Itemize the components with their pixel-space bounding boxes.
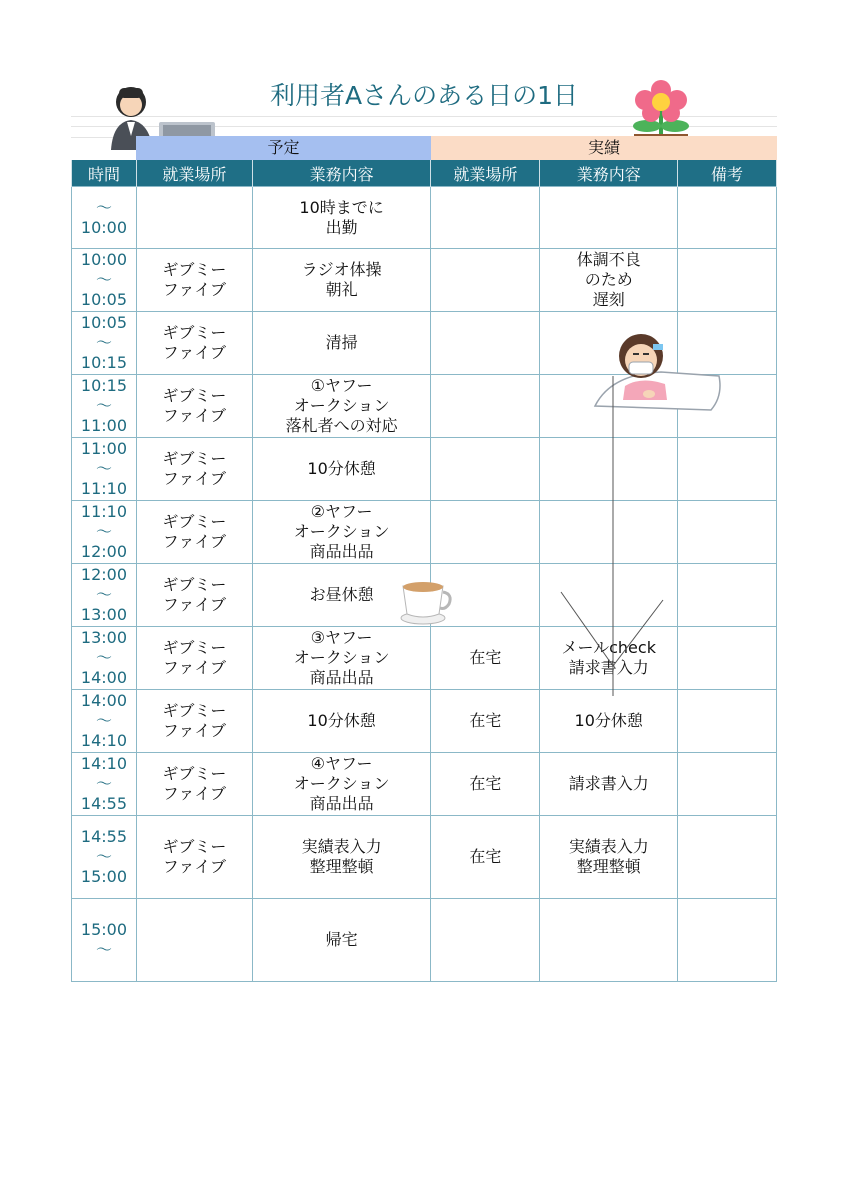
result-place-cell — [431, 438, 540, 501]
remarks-cell — [678, 690, 777, 753]
plan-task-text: 清掃 — [325, 333, 358, 352]
coffee-cup-icon — [399, 574, 453, 628]
callout-lines — [541, 376, 671, 706]
time-cell — [72, 501, 137, 564]
result-task-cell — [540, 753, 678, 816]
time-cell — [72, 627, 137, 690]
plan-task-text: オークション — [293, 648, 390, 667]
plan-place-cell — [136, 501, 252, 564]
plan-place-cell — [136, 312, 252, 375]
plan-place-text: ファイブ — [162, 784, 226, 803]
plan-task-text: 10分休憩 — [307, 459, 376, 478]
result-place-cell — [431, 187, 540, 249]
time-end: 10:00 — [80, 217, 128, 237]
result-task-text: 請求書入力 — [568, 658, 649, 677]
time-end: 14:10 — [80, 731, 128, 750]
result-place-cell — [431, 753, 540, 816]
result-task-text: 請求書入力 — [568, 774, 649, 793]
time-cell — [72, 899, 137, 982]
plan-place-cell — [136, 375, 252, 438]
time-end: 10:05 — [80, 290, 128, 309]
time-start: 10:05 — [80, 313, 128, 332]
plan-place-cell — [136, 564, 252, 627]
plan-place-cell — [136, 816, 252, 899]
result-task-text: 体調不良 — [576, 250, 641, 269]
time-start: 11:00 — [80, 439, 128, 458]
plan-task-text: オークション — [293, 522, 390, 541]
plan-task-text: ②ヤフー — [310, 502, 373, 521]
result-place-text: 在宅 — [469, 711, 502, 730]
plan-place-text: ファイブ — [162, 343, 226, 362]
table-row — [72, 187, 777, 249]
col-plan-place: 就業場所 — [136, 160, 252, 187]
plan-task-cell — [252, 690, 431, 753]
table-row — [72, 816, 777, 899]
plan-place-cell — [136, 249, 252, 312]
plan-task-text: オークション — [293, 396, 390, 415]
table-row — [72, 249, 777, 312]
time-tilde: ～ — [95, 940, 112, 959]
plan-group-header: 予定 — [136, 136, 431, 160]
col-result-place: 就業場所 — [431, 160, 540, 187]
plan-place-text: ギブミー — [162, 638, 227, 657]
time-start: 10:15 — [80, 376, 128, 395]
plan-place-text: ギブミー — [162, 260, 227, 279]
plan-place-text: ファイブ — [162, 280, 226, 299]
time-end: 13:00 — [80, 605, 128, 624]
schedule-table — [71, 160, 777, 982]
plan-place-text: ギブミー — [162, 386, 227, 405]
time-start: 12:00 — [80, 565, 128, 584]
plan-place-text: ファイブ — [162, 406, 226, 425]
result-task-cell — [540, 816, 678, 899]
time-tilde: ～ — [95, 197, 112, 217]
time-cell — [72, 312, 137, 375]
plan-task-text: 商品出品 — [309, 794, 374, 813]
plan-task-text: 10分休憩 — [307, 711, 376, 730]
result-place-text: 在宅 — [469, 774, 502, 793]
plan-place-text: ギブミー — [162, 449, 227, 468]
time-tilde: ～ — [95, 648, 112, 667]
time-end: 14:00 — [80, 668, 128, 687]
plan-task-text: ラジオ体操 — [301, 260, 382, 279]
time-tilde: ～ — [95, 270, 112, 289]
plan-task-text: 商品出品 — [309, 542, 374, 561]
plan-task-text: ③ヤフー — [310, 628, 373, 647]
plan-task-cell — [252, 627, 431, 690]
time-end: 15:00 — [80, 867, 128, 886]
plan-place-cell — [136, 187, 252, 249]
remarks-cell — [678, 249, 777, 312]
plan-task-text: 整理整頓 — [309, 857, 374, 876]
result-task-text: 実績表入力 — [568, 837, 649, 856]
remarks-cell — [678, 501, 777, 564]
plan-place-text: ファイブ — [162, 658, 226, 677]
time-start: 15:00 — [80, 920, 128, 939]
result-task-text: 整理整頓 — [576, 857, 641, 876]
remarks-cell — [678, 438, 777, 501]
plan-place-cell — [136, 753, 252, 816]
time-cell — [72, 375, 137, 438]
plan-task-text: 実績表入力 — [301, 837, 382, 856]
plan-task-cell — [252, 438, 431, 501]
remarks-cell — [678, 753, 777, 816]
time-tilde: ～ — [95, 711, 112, 730]
time-cell — [72, 438, 137, 501]
remarks-cell — [678, 899, 777, 982]
result-task-cell — [540, 899, 678, 982]
remarks-cell — [678, 816, 777, 899]
plan-task-cell — [252, 899, 431, 982]
result-place-cell — [431, 501, 540, 564]
plan-task-text: 落札者への対応 — [285, 416, 398, 435]
time-cell — [72, 816, 137, 899]
plan-task-cell — [252, 375, 431, 438]
result-place-cell — [431, 627, 540, 690]
result-group-header: 実績 — [431, 136, 777, 160]
remarks-cell — [678, 564, 777, 627]
plan-place-cell — [136, 690, 252, 753]
time-end: 14:55 — [80, 794, 128, 813]
plan-place-cell — [136, 627, 252, 690]
remarks-cell — [678, 187, 777, 249]
plan-place-text: ファイブ — [162, 595, 226, 614]
time-tilde: ～ — [95, 522, 112, 541]
result-task-cell — [540, 249, 678, 312]
time-cell — [72, 187, 137, 249]
plan-task-text: 商品出品 — [309, 668, 374, 687]
result-place-cell — [431, 249, 540, 312]
plan-place-text: ファイブ — [162, 532, 226, 551]
time-start: 10:00 — [80, 250, 128, 269]
plan-place-cell — [136, 438, 252, 501]
time-tilde: ～ — [95, 333, 112, 352]
plan-task-cell — [252, 249, 431, 312]
time-cell — [72, 690, 137, 753]
result-task-text: 遅刻 — [592, 290, 625, 309]
plan-task-text: お昼休憩 — [309, 585, 374, 604]
time-tilde: ～ — [95, 396, 112, 415]
time-end: 12:00 — [80, 542, 128, 561]
result-place-cell — [431, 312, 540, 375]
plan-place-text: ギブミー — [162, 512, 227, 531]
plan-place-cell — [136, 899, 252, 982]
time-start: 14:55 — [80, 827, 128, 846]
table-row — [72, 899, 777, 982]
plan-task-text: ④ヤフー — [310, 754, 373, 773]
plan-task-cell — [252, 816, 431, 899]
schedule-sheet — [71, 76, 777, 987]
result-task-text: のため — [584, 270, 633, 289]
time-tilde: ～ — [95, 847, 112, 866]
result-place-text: 在宅 — [469, 648, 502, 667]
plan-place-text: ギブミー — [162, 837, 227, 856]
plan-task-text: ①ヤフー — [310, 376, 373, 395]
time-end: 11:00 — [80, 416, 128, 435]
time-tilde: ～ — [95, 774, 112, 793]
plan-task-cell — [252, 753, 431, 816]
col-remarks: 備考 — [678, 160, 777, 187]
table-row — [72, 753, 777, 816]
result-place-cell — [431, 375, 540, 438]
time-end: 11:10 — [80, 479, 128, 498]
result-place-cell — [431, 816, 540, 899]
result-place-text: 在宅 — [469, 847, 502, 866]
plan-place-text: ギブミー — [162, 575, 227, 594]
time-end: 10:15 — [80, 353, 128, 372]
time-cell — [72, 249, 137, 312]
plan-task-text: 出勤 — [325, 217, 358, 237]
result-task-cell — [540, 187, 678, 249]
plan-place-text: ギブミー — [162, 764, 227, 783]
plan-task-text: 10時までに — [299, 197, 384, 217]
col-time: 時間 — [72, 160, 137, 187]
plan-task-cell — [252, 187, 431, 249]
page-title: 利用者Aさんのある日の1日 — [269, 81, 578, 110]
time-tilde: ～ — [95, 459, 112, 478]
col-plan-task: 業務内容 — [252, 160, 431, 187]
column-header-row — [72, 160, 777, 187]
time-start: 14:00 — [80, 691, 128, 710]
time-start: 14:10 — [80, 754, 128, 773]
col-result-task: 業務内容 — [540, 160, 678, 187]
remarks-cell — [678, 627, 777, 690]
result-task-text: メールcheck — [561, 638, 656, 657]
time-start: 11:10 — [80, 502, 128, 521]
plan-place-text: ファイブ — [162, 857, 226, 876]
result-task-text: 10分休憩 — [574, 711, 643, 730]
time-tilde: ～ — [95, 585, 112, 604]
plan-task-cell — [252, 312, 431, 375]
result-place-cell — [431, 899, 540, 982]
plan-place-text: ギブミー — [162, 701, 227, 720]
time-start: 13:00 — [80, 628, 128, 647]
result-place-cell — [431, 690, 540, 753]
plan-place-text: ギブミー — [162, 323, 227, 342]
plan-task-text: オークション — [293, 774, 390, 793]
time-cell — [72, 564, 137, 627]
plan-place-text: ファイブ — [162, 721, 226, 740]
plan-task-cell — [252, 501, 431, 564]
plan-task-text: 帰宅 — [325, 930, 358, 949]
time-cell — [72, 753, 137, 816]
plan-place-text: ファイブ — [162, 469, 226, 488]
plan-task-text: 朝礼 — [325, 280, 358, 299]
